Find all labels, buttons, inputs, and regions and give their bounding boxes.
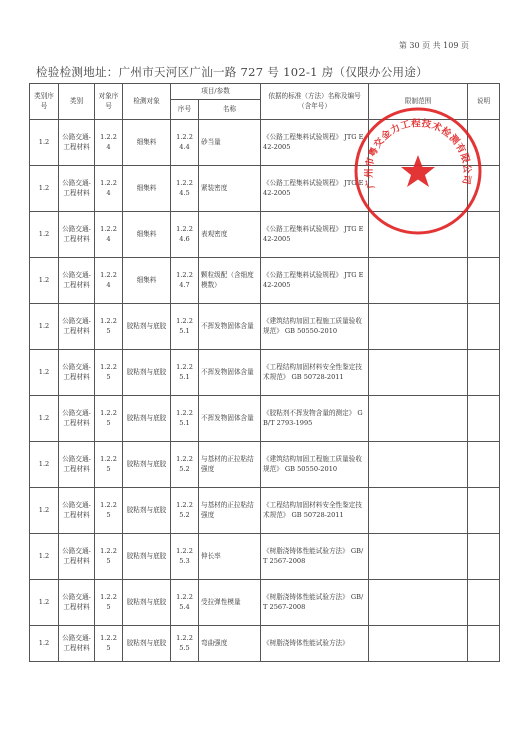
limit-cell: [369, 212, 468, 258]
param-name-cell: 紧装密度: [199, 166, 261, 212]
category-no-cell: 1.2: [30, 120, 59, 166]
limit-cell: [369, 580, 468, 626]
param-no-cell: 1.2.2 5.5: [171, 626, 199, 662]
limit-cell: [369, 442, 468, 488]
param-name-cell: 砂当量: [199, 120, 261, 166]
table-body: [30, 120, 500, 662]
note-cell: [468, 258, 500, 304]
header-param-name: 名称: [199, 100, 261, 120]
note-cell: [468, 304, 500, 350]
note-cell: [468, 212, 500, 258]
header-note: 说明: [468, 84, 500, 120]
standard-cell: 《公路工程集料试验规程》 JTG E42-2005: [261, 212, 369, 258]
param-no-cell: 1.2.2 5.2: [171, 488, 199, 534]
note-cell: [468, 626, 500, 662]
category-cell: 公路交通-工程材料: [59, 488, 95, 534]
category-no-cell: 1.2: [30, 212, 59, 258]
object-cell: 胶粘剂与底胶: [123, 442, 171, 488]
param-name-cell: 不挥发物固体含量: [199, 350, 261, 396]
limit-cell: [369, 120, 468, 166]
category-no-cell: 1.2: [30, 304, 59, 350]
table-row: [30, 304, 500, 350]
param-no-cell: 1.2.2 5.1: [171, 350, 199, 396]
limit-cell: [369, 626, 468, 662]
category-cell: 公路交通-工程材料: [59, 258, 95, 304]
limit-cell: [369, 350, 468, 396]
standard-cell: 《树脂浇铸体性能试验方法》 GB/T 2567-2008: [261, 534, 369, 580]
header-limit: 限制范围: [369, 84, 468, 120]
object-cell: 胶粘剂与底胶: [123, 304, 171, 350]
category-no-cell: 1.2: [30, 626, 59, 662]
header-category-no: 类别序号: [30, 84, 59, 120]
object-cell: 胶粘剂与底胶: [123, 350, 171, 396]
category-no-cell: 1.2: [30, 488, 59, 534]
object-cell: 胶粘剂与底胶: [123, 626, 171, 662]
object-cell: 细集料: [123, 120, 171, 166]
object-no-cell: 1.2.2 5: [95, 580, 123, 626]
param-no-cell: 1.2.2 4.6: [171, 212, 199, 258]
param-no-cell: 1.2.2 5.4: [171, 580, 199, 626]
param-name-cell: 颗粒级配（含细度模数）: [199, 258, 261, 304]
header-param-no: 序号: [171, 100, 199, 120]
table-row: [30, 120, 500, 166]
table-row: [30, 488, 500, 534]
param-name-cell: 不挥发物固体含量: [199, 396, 261, 442]
header-category: 类别: [59, 84, 95, 120]
note-cell: [468, 396, 500, 442]
standard-cell: 《工程结构加固材料安全性鉴定技术规范》 GB 50728-2011: [261, 488, 369, 534]
object-no-cell: 1.2.2 5: [95, 626, 123, 662]
object-no-cell: 1.2.2 5: [95, 350, 123, 396]
table-row: [30, 258, 500, 304]
table-row: [30, 580, 500, 626]
standard-cell: 《工程结构加固材料安全性鉴定技术规范》 GB 50728-2011: [261, 350, 369, 396]
category-cell: 公路交通-工程材料: [59, 580, 95, 626]
param-name-cell: 受拉弹性模量: [199, 580, 261, 626]
standard-cell: 《建筑结构加固工程施工质量验收规范》 GB 50550-2010: [261, 304, 369, 350]
standard-cell: 《胶粘剂不挥发物含量的测定》 GB/T 2793-1995: [261, 396, 369, 442]
note-cell: [468, 442, 500, 488]
limit-cell: [369, 396, 468, 442]
standard-cell: 《树脂浇铸体性能试验方法》: [261, 626, 369, 662]
note-cell: [468, 350, 500, 396]
limit-cell: [369, 166, 468, 212]
note-cell: [468, 534, 500, 580]
param-name-cell: 与基材的正拉粘结强度: [199, 488, 261, 534]
category-cell: 公路交通-工程材料: [59, 304, 95, 350]
svg-text:广州市粤交金力工程技术检测有限公司: 广州市粤交金力工程技术检测有限公司: [363, 118, 473, 190]
limit-cell: [369, 488, 468, 534]
header-param-group: 项目/参数: [171, 84, 261, 100]
header-standard: 依据的标准（方法）名称及编号（含年号）: [261, 84, 369, 120]
table-row: [30, 350, 500, 396]
param-no-cell: 1.2.2 5.1: [171, 396, 199, 442]
param-name-cell: 弯曲强度: [199, 626, 261, 662]
param-no-cell: 1.2.2 4.4: [171, 120, 199, 166]
param-no-cell: 1.2.2 5.3: [171, 534, 199, 580]
category-cell: 公路交通-工程材料: [59, 534, 95, 580]
limit-cell: [369, 534, 468, 580]
category-no-cell: 1.2: [30, 350, 59, 396]
category-cell: 公路交通-工程材料: [59, 166, 95, 212]
object-cell: 胶粘剂与底胶: [123, 396, 171, 442]
object-cell: 胶粘剂与底胶: [123, 488, 171, 534]
category-cell: 公路交通-工程材料: [59, 396, 95, 442]
category-cell: 公路交通-工程材料: [59, 120, 95, 166]
object-cell: 胶粘剂与底胶: [123, 534, 171, 580]
standard-cell: 《公路工程集料试验规程》 JTG E42-2005: [261, 120, 369, 166]
table-row: [30, 442, 500, 488]
object-no-cell: 1.2.2 5: [95, 488, 123, 534]
object-cell: 细集料: [123, 212, 171, 258]
object-cell: 胶粘剂与底胶: [123, 580, 171, 626]
table-row: [30, 396, 500, 442]
category-no-cell: 1.2: [30, 396, 59, 442]
category-no-cell: 1.2: [30, 258, 59, 304]
category-no-cell: 1.2: [30, 534, 59, 580]
object-no-cell: 1.2.2 4: [95, 212, 123, 258]
note-cell: [468, 488, 500, 534]
limit-cell: [369, 304, 468, 350]
category-no-cell: 1.2: [30, 166, 59, 212]
standard-cell: 《公路工程集料试验规程》 JTG E42-2005: [261, 166, 369, 212]
category-no-cell: 1.2: [30, 580, 59, 626]
table-row: [30, 212, 500, 258]
param-name-cell: 与基材的正拉粘结强度: [199, 442, 261, 488]
header-object-no: 对象序号: [95, 84, 123, 120]
param-no-cell: 1.2.2 5.2: [171, 442, 199, 488]
object-cell: 细集料: [123, 166, 171, 212]
category-cell: 公路交通-工程材料: [59, 442, 95, 488]
object-no-cell: 1.2.2 5: [95, 304, 123, 350]
param-no-cell: 1.2.2 4.5: [171, 166, 199, 212]
table-row: [30, 534, 500, 580]
object-cell: 细集料: [123, 258, 171, 304]
standard-cell: 《建筑结构加固工程施工质量验收规范》 GB 50550-2010: [261, 442, 369, 488]
inspection-address: 检验检测地址：广州市天河区广汕一路 727 号 102-1 房（仅限办公用途）: [36, 65, 428, 79]
category-cell: 公路交通-工程材料: [59, 626, 95, 662]
object-no-cell: 1.2.2 4: [95, 166, 123, 212]
note-cell: [468, 120, 500, 166]
category-cell: 公路交通-工程材料: [59, 350, 95, 396]
param-name-cell: 表观密度: [199, 212, 261, 258]
object-no-cell: 1.2.2 4: [95, 258, 123, 304]
param-no-cell: 1.2.2 4.7: [171, 258, 199, 304]
table-row: [30, 166, 500, 212]
object-no-cell: 1.2.2 5: [95, 534, 123, 580]
param-no-cell: 1.2.2 5.1: [171, 304, 199, 350]
note-cell: [468, 166, 500, 212]
param-name-cell: 伸长率: [199, 534, 261, 580]
header-object: 检测对象: [123, 84, 171, 120]
table-row: [30, 626, 500, 662]
param-name-cell: 不挥发物固体含量: [199, 304, 261, 350]
limit-cell: [369, 258, 468, 304]
note-cell: [468, 580, 500, 626]
object-no-cell: 1.2.2 4: [95, 120, 123, 166]
object-no-cell: 1.2.2 5: [95, 396, 123, 442]
standard-cell: 《树脂浇铸体性能试验方法》 GB/T 2567-2008: [261, 580, 369, 626]
scope-table: [29, 83, 500, 662]
category-no-cell: 1.2: [30, 442, 59, 488]
standard-cell: 《公路工程集料试验规程》 JTG E42-2005: [261, 258, 369, 304]
category-cell: 公路交通-工程材料: [59, 212, 95, 258]
page-number: 第 30 页 共 109 页: [398, 41, 469, 50]
object-no-cell: 1.2.2 5: [95, 442, 123, 488]
